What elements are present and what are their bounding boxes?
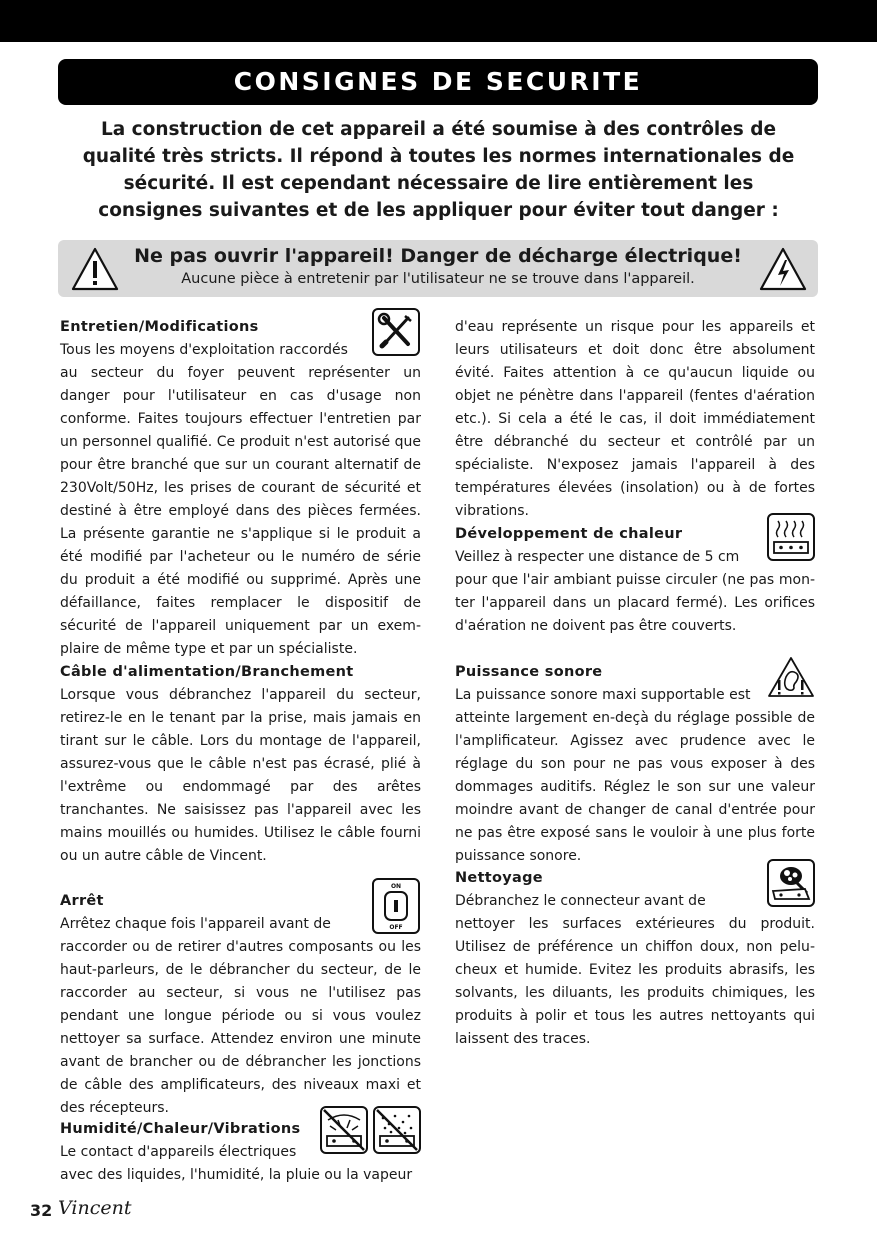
section-body: Lorsque vous débranchez l'appareil du secteur, retirez-le en le tenant par la prise, mais jamais en tirant sur le câble. Lors du montage de l'appareil, assurez-vous que le câble n'est pas écrasé, plié à l'extrême ou endommagé par des arêtes tranchantes. Ne saisissez pas l'appareil avec les mains mouillés ou humides. Utilisez le câble fourni ou un autre câble de Vincent. [60, 687, 421, 864]
section-body: nettoyer les surfaces extérieures du produit. Utilisez de préférence un chiffon doux, non pelucheux et humide. Evitez les produits abrasifs, les solvants, les diluants, les produits chimiques, les produits à polir et tous les autres nettoyants qui laissent des traces. [455, 916, 815, 1047]
page-number: 32 [30, 1201, 53, 1220]
section-heading: Humidité/Chaleur/Vibrations [60, 1121, 301, 1137]
section-body: pour que l'air ambiant puisse circuler (ne pas monter l'appareil dans un placard fermé). Les orifices d'aération ne doivent pas être couverts. [455, 572, 815, 634]
section-heading: Puissance sonore [455, 664, 603, 680]
power-switch-icon [372, 878, 420, 934]
section-body: avec des liquides, l'humidité, la pluie ou la vapeur [60, 1167, 413, 1183]
electric-warning-banner [58, 240, 818, 297]
section-body: raccorder ou de retirer d'autres composants ou les haut-parleurs, de le débrancher du secteur, de le raccorder au secteur, si vous ne l'utilisez pas pendant une longue période ou si vous voulez nettoyer sa surface. Attendez environ une minute avant de brancher ou de débrancher les jonctions de câble des amplificateurs, des niveaux maxi et des récepteurs. [60, 939, 421, 1116]
intro-line: sécurité. Il est cependant nécessaire de lire entièrement les [123, 173, 754, 194]
section-body: au secteur du foyer peuvent représenter un danger pour l'utilisateur en cas d'usage non conforme. Faites toujours effectuer l'entretien par un personnel qualifié. Ce produit n'est autorisé que pour être branché que sur un courant alternatif de 230Volt/50Hz, les prises de courant de sécurité et destiné à être employé dans des pièces fermées. La présente garantie ne s'applique si le produit a été modifié par l'acheteur ou le numéro de série du produit a été modifié ou supprimé. Après une défaillance, faites remplacer le dispositif de sécurité de l'appareil uniquement par un exemplaire de même type et par un spécialiste. [60, 365, 421, 657]
warning-title: Ne pas ouvrir l'appareil! Danger de décharge électrique! [134, 245, 742, 267]
tools-icon [372, 308, 420, 356]
section-chaleur [455, 523, 815, 638]
intro-line: consignes suivantes et de les appliquer pour éviter tout danger : [98, 200, 779, 221]
section-lead: Le contact d'appareils électriques [60, 1144, 297, 1160]
section-puissance [455, 661, 815, 868]
section-cable [60, 661, 421, 868]
section-lead: Débranchez le connecteur avant de [455, 893, 706, 909]
section-lead: Tous les moyens d'exploitation raccordés [60, 342, 348, 358]
section-heading: Arrêt [60, 893, 104, 909]
hearing-warning-icon [767, 655, 815, 699]
no-water-icon [373, 1106, 421, 1154]
section-lead: La puissance sonore maxi supportable est [455, 687, 751, 703]
section-body: atteinte largement en-deçà du réglage possible de l'amplificateur. Agissez avec prudence avec le réglage du son pour ne pas vous exposer à des dommages auditifs. Réglez le son sur une valeur moindre avant de changer de canal d'entrée pour ne pas être exposé sans le vouloir à une plus forte puissance sonore. [455, 710, 815, 864]
page-title: CONSIGNES DE SECURITE [58, 59, 818, 105]
cleaning-icon [767, 859, 815, 907]
section-heading: Entretien/Modifications [60, 319, 259, 335]
lightning-triangle-icon [758, 246, 808, 296]
switch-on-label: ON [390, 883, 402, 890]
section-body: d'eau représente un risque pour les appareils et leurs utilisateurs et doit donc être absolument évité. Faites attention à ce qu'aucun liquide ou objet ne pénètre dans l'appareil (fentes d'aération etc.). Si cela a été le cas, il doit immédiatement être débranché du secteur et contrôlé par un spécialiste. N'exposez jamais l'appareil à des températures élevées (insolation) ou à de fortes vibrations. [455, 319, 815, 519]
section-humidite [60, 1118, 421, 1187]
intro-line: qualité très stricts. Il répond à toutes les normes internationales de [82, 146, 795, 167]
section-arret [60, 883, 421, 1120]
no-sun-icon [320, 1106, 368, 1154]
intro-paragraph [60, 116, 817, 224]
section-nettoyage [455, 867, 815, 1051]
section-humidite-continued [455, 316, 815, 523]
section-lead: Veillez à respecter une distance de 5 cm [455, 549, 740, 565]
section-lead: Arrêtez chaque fois l'appareil avant de [60, 916, 331, 932]
vincent-logo: Vincent [58, 1197, 132, 1219]
warning-subtitle: Aucune pièce à entretenir par l'utilisateur ne se trouve dans l'appareil. [181, 271, 695, 287]
section-entretien [60, 316, 421, 661]
switch-off-label: OFF [389, 924, 403, 931]
intro-line: La construction de cet appareil a été soumise à des contrôles de [100, 119, 777, 140]
heat-icon [767, 513, 815, 561]
section-heading: Développement de chaleur [455, 526, 683, 542]
section-heading: Câble d'alimentation/Branchement [60, 664, 354, 680]
section-heading: Nettoyage [455, 870, 543, 886]
top-black-bar [0, 0, 877, 42]
